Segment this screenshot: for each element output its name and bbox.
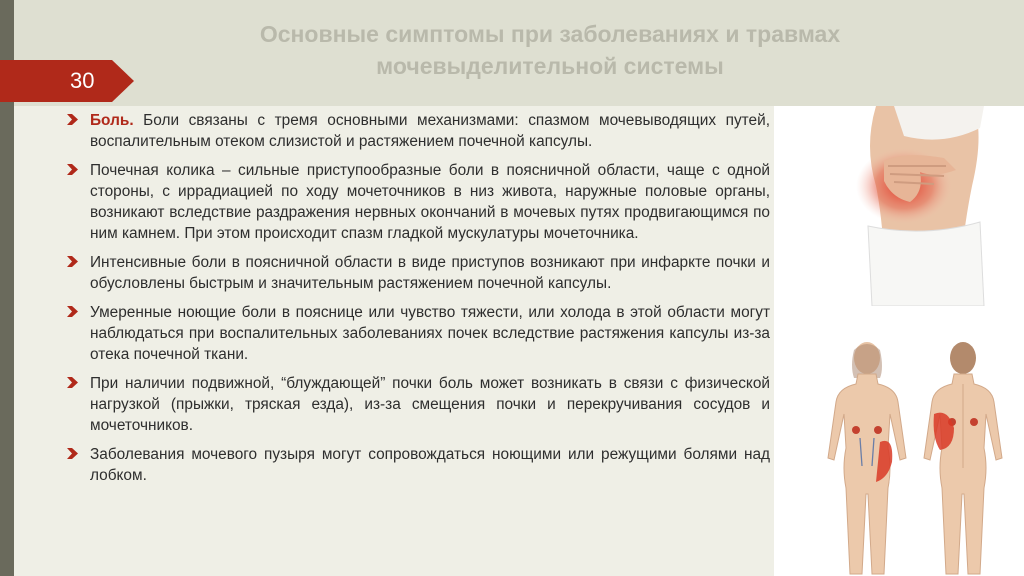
bullet-item-renal-colic [66, 160, 770, 244]
bullet-item-moderate-pain [66, 302, 770, 365]
arrow-bullet-icon [66, 376, 79, 389]
slide-title-line2: мочевыделительной системы [376, 53, 724, 79]
bullet-item-pain [66, 110, 770, 152]
slide-title [200, 18, 900, 82]
bullet-item-kidney-infarction [66, 252, 770, 294]
slide-number-badge [0, 60, 134, 102]
arrow-bullet-icon [66, 113, 79, 126]
bullet-text: Умеренные ноющие боли в пояснице или чувство тяжести, или холода в этой области могут наблюдаться при воспалительных заболеваниях почек вследствие растяжения капсулы из-за отека почечной ткани. [90, 304, 770, 363]
slide-title-line1: Основные симптомы при заболеваниях и травмах [259, 21, 841, 47]
bullet-list [66, 110, 770, 486]
body-back-figure [908, 338, 1018, 576]
body-front-figure [812, 338, 922, 576]
bullet-text: Заболевания мочевого пузыря могут сопровождаться ноющими или режущими болями над лобком. [90, 446, 770, 484]
arrow-bullet-icon [66, 447, 79, 460]
slide-number: 30 [70, 68, 95, 93]
arrow-bullet-icon [66, 163, 79, 176]
slide-number-arrow-shape [0, 60, 134, 102]
bullet-text: Интенсивные боли в поясничной области в виде приступов возникают при инфаркте почки и обусловлены быстрым и значительным растяжением почечной капсулы. [90, 254, 770, 292]
bullet-lead: Боль. [90, 112, 134, 129]
bullet-text: При наличии подвижной, “блуждающей” почки боль может возникать в связи с физической нагрузкой (прыжки, тряская езда), из-за смещения почки и перекручивания сосудов и мочеточников. [90, 375, 770, 434]
bullet-item-floating-kidney [66, 373, 770, 436]
arrow-bullet-icon [66, 305, 79, 318]
bullet-text: Боли связаны с тремя основными механизмами: спазмом мочевыводящих путей, воспалительным отеком слизистой и растяжением почечной капсулы. [90, 112, 770, 150]
back-pain-photo [784, 106, 1010, 306]
arrow-bullet-icon [66, 255, 79, 268]
illustration-panel [776, 106, 1024, 576]
bullet-item-bladder [66, 444, 770, 486]
bullet-text: Почечная колика – сильные приступообразные боли в поясничной области, чаще с одной стороны, с иррадиацией по ходу мочеточников в низ живота, наружные половые органы, возникают вследствие раздражения нервных окончаний в мочевых путях продвигающимся по ним камнем. При этом происходит спазм гладкой мускулатуры мочеточника. [90, 162, 770, 242]
